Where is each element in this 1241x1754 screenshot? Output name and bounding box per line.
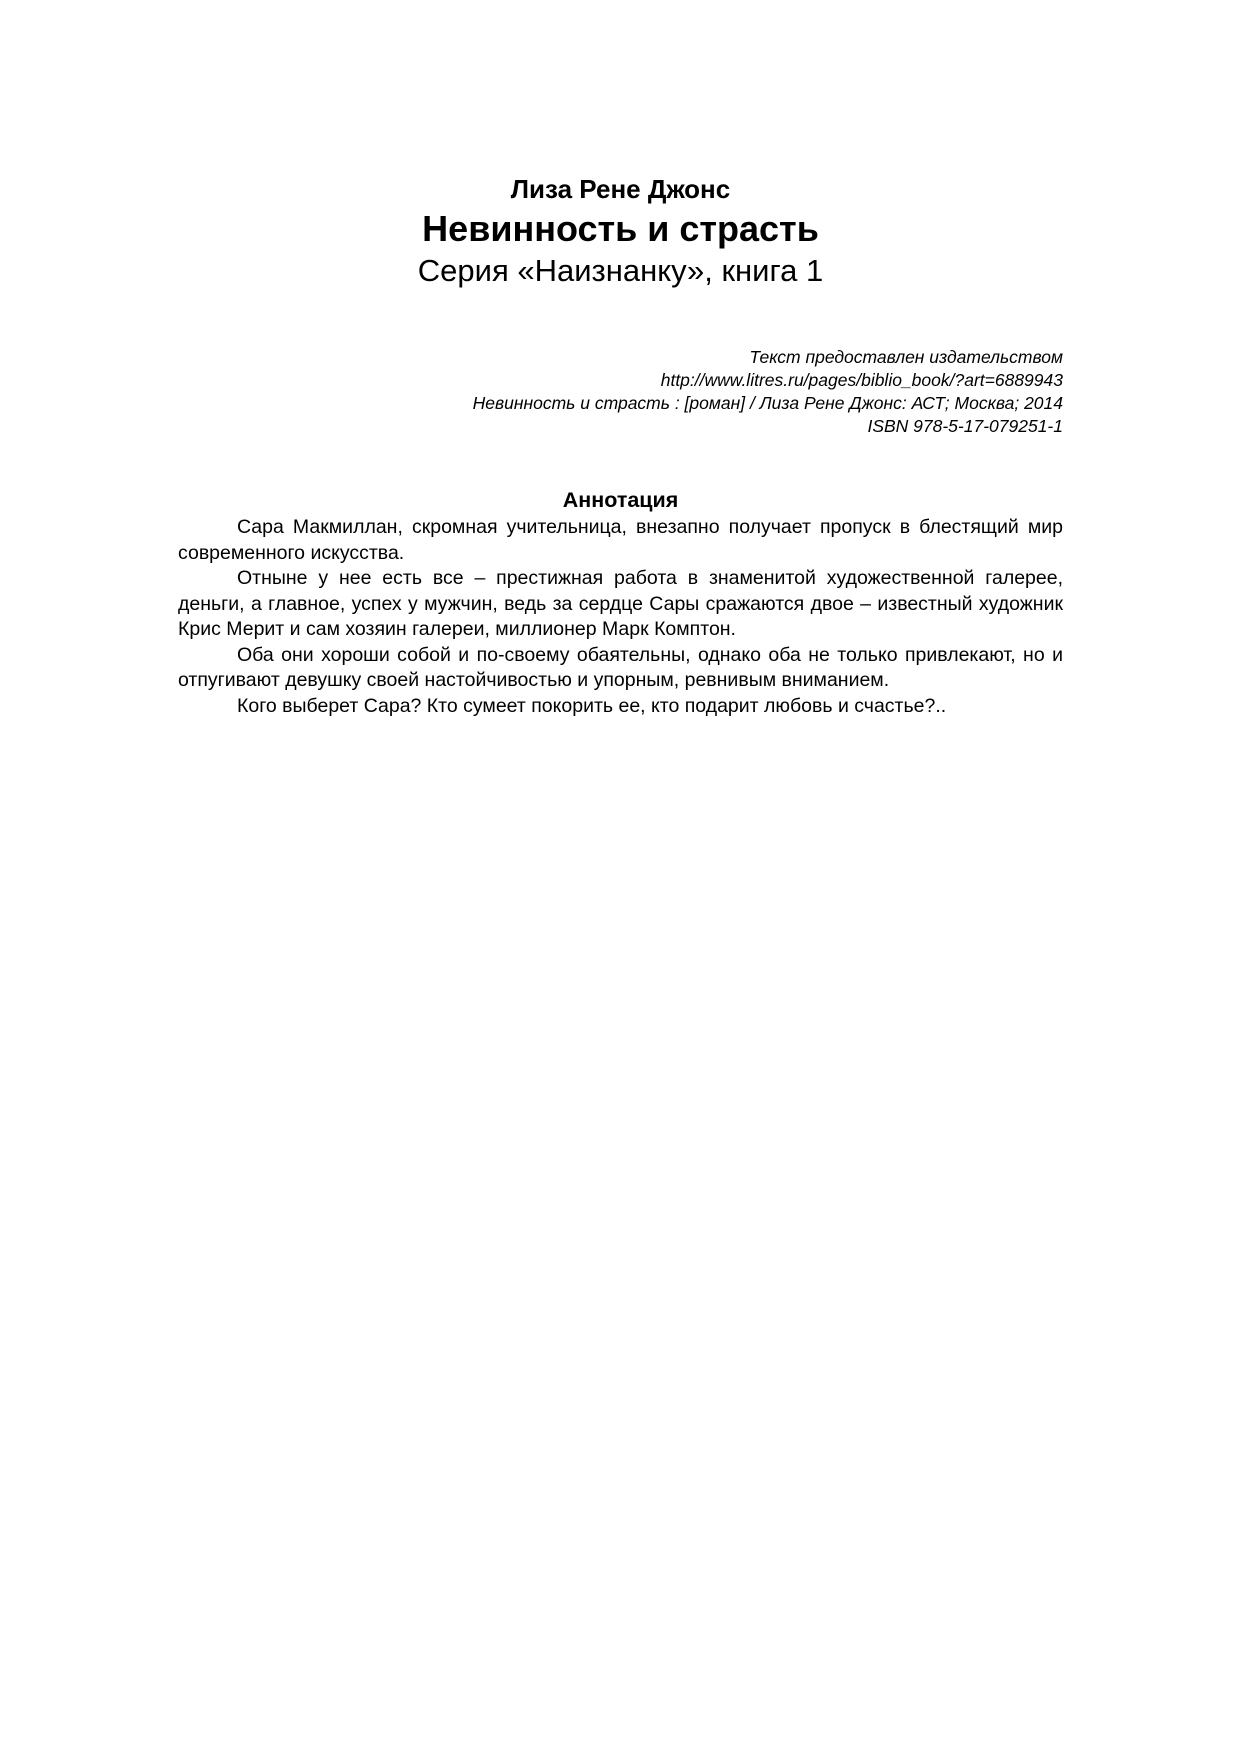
source-url: http://www.litres.ru/pages/biblio_book/?art=6889943 [660, 370, 1063, 390]
publisher-note: Текст предоставлен издательством [749, 347, 1063, 367]
series-info: Серия «Наизнанку», книга 1 [417, 253, 824, 288]
annotation-paragraph: Оба они хороши собой и по-своему обаятельны, однако оба не только привлекают, но и отпугивают девушку своей настойчивостью и упорным, ревнивым вниманием. [178, 643, 1063, 691]
annotation-paragraph: Сара Макмиллан, скромная учительница, внезапно получает пропуск в блестящий мир современного искусства. [178, 516, 1063, 564]
annotation-paragraph: Отныне у нее есть все – престижная работа в знаменитой художественной галерее, деньги, а главное, успех у мужчин, ведь за сердце Сары сражаются двое – известный художник Крис Мерит и сам хозяин галереи, миллионер Марк Комптон. [178, 567, 1063, 640]
book-title: Невинность и страсть [422, 208, 819, 249]
publication-info [473, 346, 1063, 438]
bibliographic-record: Невинность и страсть : [роман] / Лиза Рене Джонс: АСТ; Москва; 2014 [472, 393, 1063, 413]
annotation-paragraph: Кого выберет Сара? Кто сумеет покорить ее, кто подарит любовь и счастье?.. [237, 694, 947, 717]
title-block [0, 172, 1241, 291]
annotation-section [178, 485, 1063, 719]
annotation-heading: Аннотация [562, 488, 679, 512]
isbn: ISBN 978-5-17-079251-1 [867, 416, 1063, 436]
author-name: Лиза Рене Джонс [510, 174, 731, 204]
